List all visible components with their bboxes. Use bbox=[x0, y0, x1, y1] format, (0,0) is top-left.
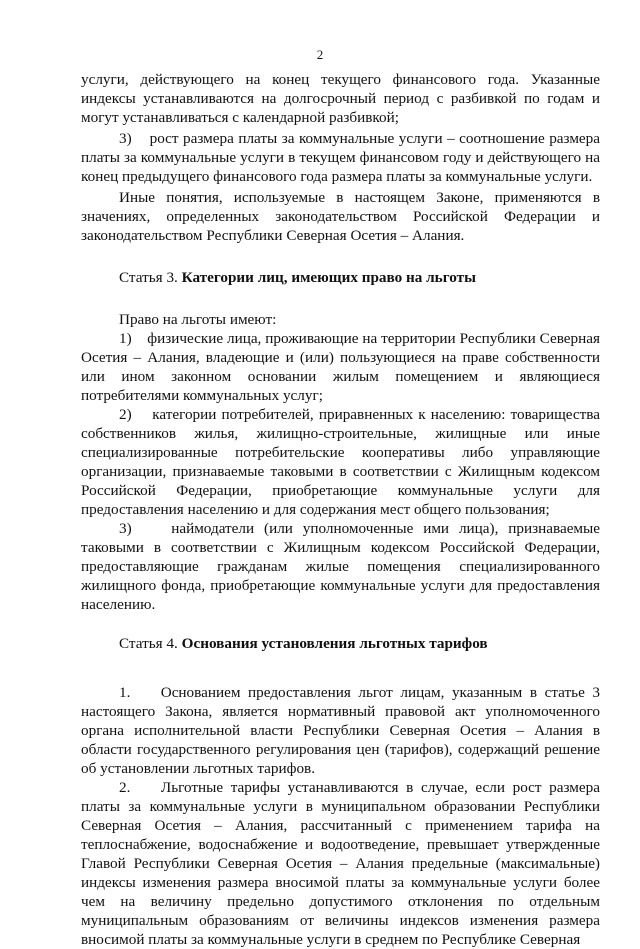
article-4-point-2: 2. Льготные тарифы устанавливаются в случае, если рост размера платы за коммунальные услуги в муниципальном образовании Республики Северная Осетия – Алания, рассчитанный с применением тарифа на теплоснабжение, водоснабжение и водоотведение, превышает утвержденные Главой Республики Северная Осетия – Алания предельные (максимальные) индексы изменения размера вносимой платы за коммунальные услуги более чем на величину предельно допустимого отклонения по отдельным муниципальным образованиям от величины индексов изменения размера вносимой платы за коммунальные услуги в среднем по Республике Северная bbox=[81, 779, 600, 948]
article-3-prefix: Статья 3. bbox=[119, 269, 182, 286]
paragraph-right-to-benefits: Право на льготы имеют: bbox=[119, 311, 277, 328]
article-3-title: Категории лиц, имеющих право на льготы bbox=[181, 269, 476, 286]
list-item-2: 2) категории потребителей, приравненных к населению: товарищества собственников жилья, жилищно-строительные, жилищные или иные специализированные потребительские кооперативы либо управляющие организации, признаваемые таковыми в соответствии с Жилищным кодексом Российской Федерации, приобретающие коммунальные услуги для предоставления населению и для содержания мест общего пользования; bbox=[81, 406, 600, 518]
paragraph-continuation: услуги, действующего на конец текущего финансового года. Указанные индексы устанавливаются на долгосрочный период с разбивкой по годам и могут устанавливаться с календарной разбивкой; bbox=[81, 71, 600, 126]
document-body bbox=[81, 70, 600, 949]
list-item-1: 1) физические лица, проживающие на территории Республики Северная Осетия – Алания, владеющие и (или) пользующиеся на праве собственности или ином законном основании жилым помещением и являющиеся потребителями коммунальных услуг; bbox=[81, 330, 600, 404]
paragraph-other-terms: Иные понятия, используемые в настоящем Законе, применяются в значениях, определенных законодательством Российской Федерации и законодательством Республики Северная Осетия – Алания. bbox=[81, 189, 600, 244]
article-4-prefix: Статья 4. bbox=[119, 635, 182, 652]
article-4-heading bbox=[81, 634, 600, 653]
article-4-point-1: 1. Основанием предоставления льгот лицам, указанным в статье 3 настоящего Закона, является нормативный правовой акт уполномоченного органа исполнительной власти Республики Северная Осетия – Алания в области государственного регулирования цен (тарифов), содержащий решение об установлении льготных тарифов. bbox=[81, 684, 600, 777]
page-number: 2 bbox=[316, 47, 324, 62]
list-item-3: 3) наймодатели (или уполномоченные ими лица), признаваемые таковыми в соответствии с Жилищным кодексом Российской Федерации, предоставляющие гражданам жилые помещения специализированного жилищного фонда, приобретающие коммунальные услуги для предоставления населению. bbox=[81, 520, 600, 613]
article-3-heading bbox=[81, 268, 600, 287]
paragraph-item-3: 3) рост размера платы за коммунальные услуги – соотношение размера платы за коммунальные услуги в текущем финансовом году и действующего на конец предыдущего финансового года размера платы за коммунальные услуги. bbox=[81, 130, 600, 185]
article-4-title: Основания установления льготных тарифов bbox=[181, 635, 488, 652]
